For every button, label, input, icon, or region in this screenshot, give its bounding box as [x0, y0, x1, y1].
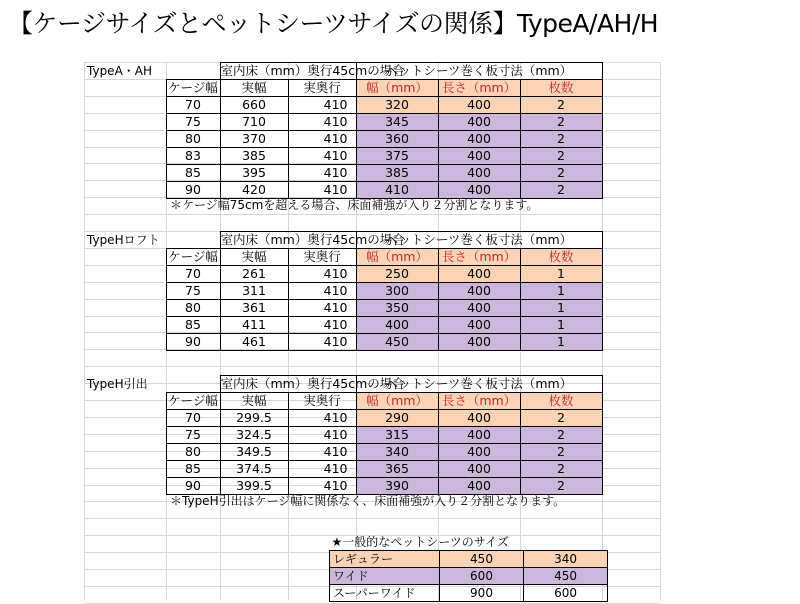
- actual-width-cell: 411: [220, 317, 288, 334]
- table-row: [84, 114, 602, 131]
- empty-cell: [84, 80, 166, 97]
- note-text: ＊TypeH引出はケージ幅に関係なく、床面補強が入り２分割となります。: [170, 493, 566, 508]
- actual-depth-cell: 410: [288, 114, 356, 131]
- header-row: [84, 375, 602, 392]
- general-row: [330, 550, 608, 567]
- sheet-size-b: 340: [524, 550, 608, 567]
- sheet-width-cell: 290: [356, 409, 438, 426]
- count-cell: 2: [520, 165, 602, 182]
- count-header: 枚数: [520, 392, 602, 409]
- actual-depth-header: 実奥行: [288, 249, 356, 266]
- header-row: [84, 80, 602, 97]
- cage-width-header: ケージ幅: [166, 249, 220, 266]
- table-row: [84, 165, 602, 182]
- actual-width-cell: 299.5: [220, 409, 288, 426]
- sheet-length-cell: 400: [438, 165, 520, 182]
- sheet-length-cell: 400: [438, 477, 520, 494]
- empty-cell: [84, 165, 166, 182]
- actual-width-cell: 660: [220, 97, 288, 114]
- sheet-length-cell: 400: [438, 148, 520, 165]
- room-header: 室内床（mm）奥行45cmの場合: [220, 375, 405, 391]
- count-cell: 2: [520, 477, 602, 494]
- actual-depth-cell: 410: [288, 477, 356, 494]
- gridline: [84, 214, 660, 215]
- note-text: ＊ケージ幅75cmを超える場合、床面補強が入り２分割となります。: [170, 198, 539, 213]
- length-mm-header: 長さ（mm）: [438, 392, 520, 409]
- empty-cell: [84, 460, 166, 477]
- count-cell: 1: [520, 283, 602, 300]
- sheet-header: ペットシーツ巻く板寸法（mm）: [356, 375, 602, 392]
- table-label: TypeHロフト: [87, 233, 160, 247]
- empty-cell: [84, 148, 166, 165]
- sheet-length-cell: 400: [438, 114, 520, 131]
- actual-depth-cell: 410: [288, 317, 356, 334]
- actual-width-cell: 261: [220, 266, 288, 283]
- empty-cell: [166, 375, 220, 392]
- cage-width-cell: 90: [166, 334, 220, 351]
- sheet-width-cell: 250: [356, 266, 438, 283]
- empty-cell: [84, 300, 166, 317]
- sheet-size-b: 450: [524, 567, 608, 584]
- actual-width-cell: 710: [220, 114, 288, 131]
- actual-width-cell: 349.5: [220, 443, 288, 460]
- count-cell: 2: [520, 148, 602, 165]
- length-mm-header: 長さ（mm）: [438, 80, 520, 97]
- header-row: [84, 392, 602, 409]
- count-cell: 2: [520, 182, 602, 199]
- count-cell: 1: [520, 300, 602, 317]
- sheet-type-name: レギュラー: [330, 550, 440, 567]
- room-header: 室内床（mm）奥行45cmの場合: [220, 63, 405, 78]
- sheet-header: ペットシーツ巻く板寸法（mm）: [356, 63, 602, 80]
- table-row: [84, 460, 602, 477]
- empty-cell: [84, 477, 166, 494]
- header-row: [84, 232, 602, 249]
- count-cell: 1: [520, 334, 602, 351]
- size-table: [84, 62, 603, 199]
- actual-depth-cell: 410: [288, 266, 356, 283]
- count-header: 枚数: [520, 80, 602, 97]
- cage-width-cell: 85: [166, 165, 220, 182]
- width-mm-header: 幅（mm）: [356, 392, 438, 409]
- sheet-length-cell: 400: [438, 409, 520, 426]
- actual-width-cell: 399.5: [220, 477, 288, 494]
- empty-cell: [84, 266, 166, 283]
- sheet-length-cell: 400: [438, 334, 520, 351]
- empty-cell: [166, 63, 220, 80]
- table-row: [84, 334, 602, 351]
- count-cell: 1: [520, 317, 602, 334]
- sheet-length-cell: 400: [438, 266, 520, 283]
- sheet-length-cell: 400: [438, 317, 520, 334]
- sheet-length-cell: 400: [438, 300, 520, 317]
- cage-width-cell: 70: [166, 409, 220, 426]
- count-cell: 2: [520, 443, 602, 460]
- table-row: [84, 97, 602, 114]
- sheet-width-cell: 345: [356, 114, 438, 131]
- count-cell: 2: [520, 97, 602, 114]
- sheet-size-a: 900: [440, 584, 524, 601]
- actual-depth-cell: 410: [288, 148, 356, 165]
- table-row: [84, 443, 602, 460]
- table-row: [84, 266, 602, 283]
- sheet-length-cell: 400: [438, 97, 520, 114]
- actual-width-cell: 311: [220, 283, 288, 300]
- sheet-length-cell: 400: [438, 182, 520, 199]
- sheet-width-cell: 375: [356, 148, 438, 165]
- room-header: 室内床（mm）奥行45cmの場合: [220, 232, 405, 247]
- table-row: [84, 477, 602, 494]
- count-cell: 2: [520, 409, 602, 426]
- empty-cell: [84, 317, 166, 334]
- width-mm-header: 幅（mm）: [356, 80, 438, 97]
- table-row: [84, 426, 602, 443]
- empty-cell: [84, 182, 166, 199]
- actual-width-cell: 420: [220, 182, 288, 199]
- page-title: 【ケージサイズとペットシーツサイズの関係】TypeA/AH/H: [8, 9, 659, 38]
- sheet-width-cell: 340: [356, 443, 438, 460]
- count-cell: 2: [520, 426, 602, 443]
- cage-width-cell: 83: [166, 148, 220, 165]
- cage-width-cell: 75: [166, 426, 220, 443]
- cage-width-cell: 75: [166, 114, 220, 131]
- general-row: [330, 567, 608, 584]
- cage-width-cell: 80: [166, 300, 220, 317]
- sheet-width-cell: 390: [356, 477, 438, 494]
- header-row: [84, 249, 602, 266]
- empty-cell: [166, 232, 220, 249]
- table-row: [84, 182, 602, 199]
- cage-width-cell: 90: [166, 477, 220, 494]
- cage-width-cell: 80: [166, 131, 220, 148]
- count-cell: 1: [520, 266, 602, 283]
- cage-width-cell: 80: [166, 443, 220, 460]
- actual-width-cell: 395: [220, 165, 288, 182]
- count-header: 枚数: [520, 249, 602, 266]
- actual-depth-cell: 410: [288, 182, 356, 199]
- table-row: [84, 317, 602, 334]
- sheet-type-name: ワイド: [330, 567, 440, 584]
- actual-depth-cell: 410: [288, 165, 356, 182]
- sheet-length-cell: 400: [438, 426, 520, 443]
- actual-depth-header: 実奥行: [288, 80, 356, 97]
- actual-depth-cell: 410: [288, 460, 356, 477]
- table-row: [84, 148, 602, 165]
- table-row: [84, 300, 602, 317]
- sheet-header: ペットシーツ巻く板寸法（mm）: [356, 232, 602, 249]
- sheet-length-cell: 400: [438, 460, 520, 477]
- sheet-width-cell: 410: [356, 182, 438, 199]
- actual-width-header: 実幅: [220, 80, 288, 97]
- size-table: [84, 231, 603, 351]
- actual-width-header: 実幅: [220, 392, 288, 409]
- empty-cell: [84, 392, 166, 409]
- length-mm-header: 長さ（mm）: [438, 249, 520, 266]
- count-cell: 2: [520, 460, 602, 477]
- actual-width-cell: 385: [220, 148, 288, 165]
- sheet-width-cell: 350: [356, 300, 438, 317]
- actual-depth-cell: 410: [288, 131, 356, 148]
- empty-cell: [84, 131, 166, 148]
- sheet-length-cell: 400: [438, 131, 520, 148]
- gridline: [84, 366, 660, 367]
- cage-width-cell: 70: [166, 266, 220, 283]
- sheet-width-cell: 315: [356, 426, 438, 443]
- actual-width-header: 実幅: [220, 249, 288, 266]
- sheet-size-a: 450: [440, 550, 524, 567]
- actual-depth-cell: 410: [288, 300, 356, 317]
- actual-width-cell: 370: [220, 131, 288, 148]
- actual-depth-cell: 410: [288, 334, 356, 351]
- cage-width-cell: 75: [166, 283, 220, 300]
- empty-cell: [84, 114, 166, 131]
- sheet-type-name: スーパーワイド: [330, 584, 440, 601]
- cage-width-header: ケージ幅: [166, 80, 220, 97]
- width-mm-header: 幅（mm）: [356, 249, 438, 266]
- sheet-length-cell: 400: [438, 283, 520, 300]
- general-title-row: [330, 534, 608, 551]
- sheet-size-a: 600: [440, 567, 524, 584]
- empty-cell: [84, 426, 166, 443]
- count-cell: 2: [520, 114, 602, 131]
- sheet-width-cell: 300: [356, 283, 438, 300]
- empty-cell: [84, 443, 166, 460]
- sheet-width-cell: 450: [356, 334, 438, 351]
- gridline: [660, 62, 661, 600]
- sheet-width-cell: 360: [356, 131, 438, 148]
- sheet-length-cell: 400: [438, 443, 520, 460]
- general-title: ★一般的なペットシーツのサイズ: [331, 534, 509, 549]
- cage-width-cell: 90: [166, 182, 220, 199]
- actual-depth-cell: 410: [288, 409, 356, 426]
- sheet-width-cell: 400: [356, 317, 438, 334]
- actual-width-cell: 461: [220, 334, 288, 351]
- actual-width-cell: 324.5: [220, 426, 288, 443]
- actual-depth-cell: 410: [288, 426, 356, 443]
- cage-width-header: ケージ幅: [166, 392, 220, 409]
- table-label: TypeA・AH: [87, 64, 153, 78]
- empty-cell: [84, 97, 166, 114]
- spreadsheet-area: [84, 62, 660, 600]
- cage-width-cell: 85: [166, 317, 220, 334]
- sheet-width-cell: 320: [356, 97, 438, 114]
- cage-width-cell: 85: [166, 460, 220, 477]
- count-cell: 2: [520, 131, 602, 148]
- general-sizes-table: [329, 534, 608, 602]
- actual-depth-cell: 410: [288, 443, 356, 460]
- table-label: TypeH引出: [87, 376, 148, 391]
- cage-width-cell: 70: [166, 97, 220, 114]
- empty-cell: [84, 249, 166, 266]
- empty-cell: [84, 334, 166, 351]
- sheet-width-cell: 385: [356, 165, 438, 182]
- empty-cell: [84, 283, 166, 300]
- table-row: [84, 131, 602, 148]
- general-row: [330, 584, 608, 601]
- table-row: [84, 283, 602, 300]
- sheet-width-cell: 365: [356, 460, 438, 477]
- sheet-size-b: 600: [524, 584, 608, 601]
- header-row: [84, 63, 602, 80]
- actual-depth-header: 実奥行: [288, 392, 356, 409]
- actual-depth-cell: 410: [288, 283, 356, 300]
- actual-width-cell: 374.5: [220, 460, 288, 477]
- gridline: [84, 518, 660, 519]
- size-table: [84, 375, 603, 495]
- actual-depth-cell: 410: [288, 97, 356, 114]
- actual-width-cell: 361: [220, 300, 288, 317]
- empty-cell: [84, 409, 166, 426]
- table-row: [84, 409, 602, 426]
